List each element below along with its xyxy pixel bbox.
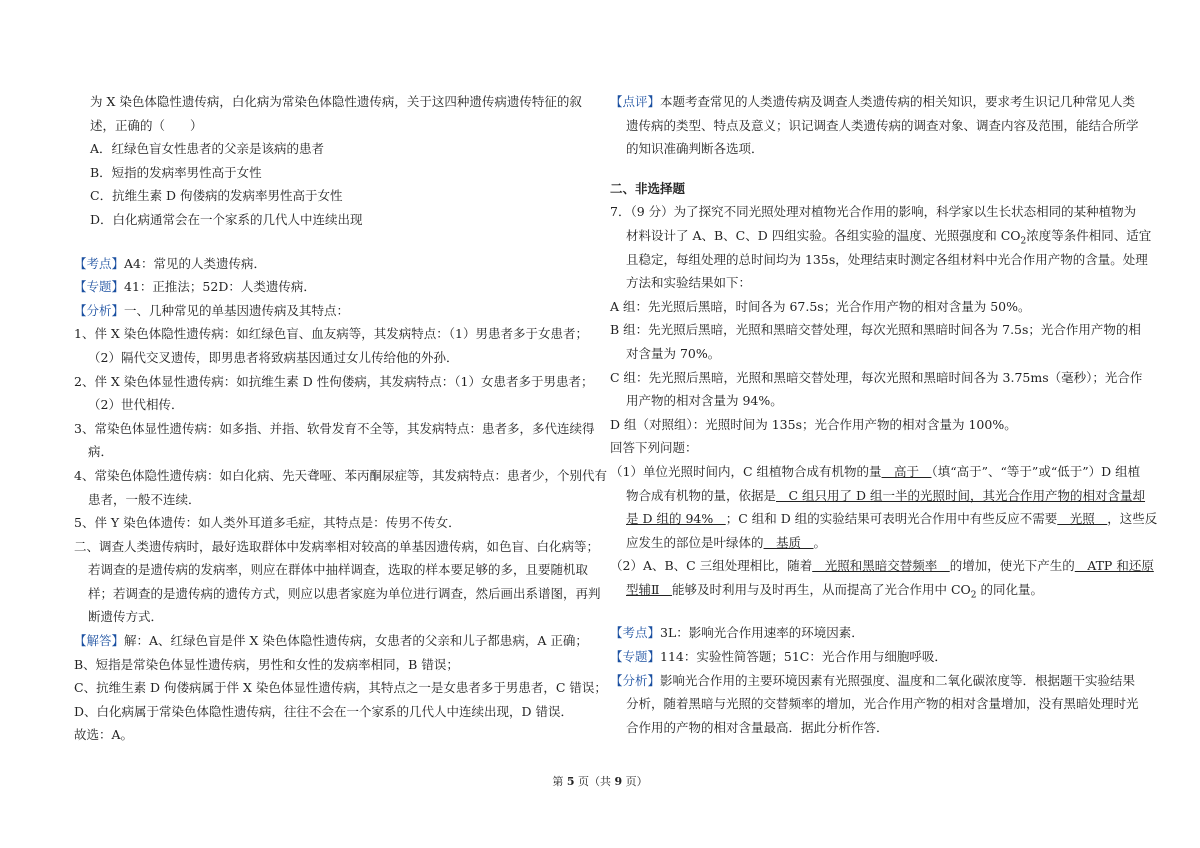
group-b-cont: 对含量为 70%。	[626, 345, 721, 361]
option-d: D．白化病通常会在一个家系的几代人中连续出现	[90, 211, 363, 227]
question-intro: 述，正确的（ ）	[90, 117, 203, 133]
dianping-tag: 【点评】	[610, 94, 661, 109]
answer-line: D、白化病属于常染色体隐性遗传病，往往不会在一个家系的几代人中连续出现，D 错误．	[74, 703, 574, 719]
group-a: A 组：先光照后黑暗，时间各为 67.5s；光合作用产物的相对含量为 50%。	[610, 298, 1031, 314]
analysis-line: （2）隔代交叉遗传，即男患者将致病基因通过女儿传给他的外孙．	[88, 349, 459, 365]
section-title: 二、非选择题	[610, 180, 686, 196]
question-7-line: 且稳定，每组处理的总时间均为 135s，处理结束时测定各组材料中光合作用产物的含量。处理	[626, 251, 1148, 267]
jieda-line	[74, 629, 588, 653]
fenxi-line	[610, 669, 1136, 693]
analysis-line: 样；若调查的是遗传病的遗传方式，则应以患者家庭为单位进行调查，然后画出系谱图，再判	[88, 585, 601, 601]
part-1-line: 应发生的部位是叶绿体的 基质 。	[626, 534, 827, 550]
kaodian-tag: 【考点】	[610, 625, 661, 641]
left-column	[74, 90, 607, 747]
blank-answer: 基质	[763, 534, 814, 550]
analysis-line: 5、伴 Y 染色体遗传：如人类外耳道多毛症，其特点是：传男不传女．	[74, 515, 461, 531]
blank-answer: 是 D 组的 94%	[626, 511, 726, 527]
group-c: C 组：先光照后黑暗，光照和黑暗交替处理，每次光照和黑暗时间各为 3.75ms（毫秒）；光合作	[610, 369, 1143, 385]
fenxi-text: 一、几种常见的单基因遗传病及其特点：	[124, 302, 350, 318]
fenxi-text: 影响光合作用的主要环境因素有光照强度、温度和二氧化碳浓度等．根据题干实验结果	[660, 672, 1136, 688]
dianping-line	[610, 90, 1136, 114]
page-footer: 第 5 页（共 9 页）	[552, 775, 648, 788]
blank-answer: ATP 和还原	[1074, 558, 1154, 574]
option-a: A．红绿色盲女性患者的父亲是该病的患者	[90, 141, 325, 157]
dianping-text: 本题考查常见的人类遗传病及调查人类遗传病的相关知识，要求考生识记几种常见人类	[660, 94, 1136, 109]
kaodian-text: 3L：影响光合作用速率的环境因素．	[660, 625, 864, 641]
analysis-line: 断遗传方式．	[88, 609, 164, 625]
option-b: B．短指的发病率男性高于女性	[90, 164, 262, 180]
group-b: B 组：先光照后黑暗，光照和黑暗交替处理，每次光照和黑暗时间各为 7.5s；光合作用产物的相	[610, 322, 1141, 338]
fenxi-tag: 【分析】	[610, 672, 661, 688]
fenxi-tag: 【分析】	[74, 302, 125, 318]
analysis-line: 4、常染色体隐性遗传病：如白化病、先天聋哑、苯丙酮尿症等，其发病特点：患者少，个别代有	[74, 467, 607, 483]
part-1-line: 物合成有机物的量，依据是 C 组只用了 D 组一半的光照时间，其光合作用产物的相对含量却	[626, 487, 1146, 503]
dianping-line: 的知识准确判断各选项．	[626, 141, 764, 157]
analysis-line: 若调查的是遗传病的发病率，则应在群体中抽样调查，选取的样本要足够的多，且要随机取	[88, 562, 589, 578]
page-total: 9	[614, 775, 623, 788]
part-1-line: 是 D 组的 94% ；C 组和 D 组的实验结果可表明光合作用中有些反应不需要 光照 ，这些反	[626, 511, 1158, 527]
zhuanti-line	[74, 275, 574, 299]
kaodian-tag: 【考点】	[74, 255, 125, 271]
part-2-line: 型辅Ⅱ 能够及时利用与及时再生，从而提高了光合作用中 $CO_2$ 的同化量。	[626, 581, 1044, 601]
answer-prompt: 回答下列问题：	[610, 440, 698, 456]
analysis-line: 1、伴 X 染色体隐性遗传病：如红绿色盲、血友病等，其发病特点：（1）男患者多于女患者；	[74, 326, 589, 342]
analysis-line: 病．	[88, 444, 114, 460]
analysis-line: 二、调查人类遗传病时，最好选取群体中发病率相对较高的单基因遗传病，如色盲、白化病等；	[74, 538, 600, 554]
group-d: D 组（对照组）：光照时间为 135s；光合作用产物的相对含量为 100%。	[610, 416, 1017, 432]
question-7-line: 材料设计了 A、B、C、D 四组实验。各组实验的温度、光照强度和 $CO_2$浓度等条件相同、适宜	[626, 227, 1152, 247]
analysis-line: 3、常染色体显性遗传病：如多指、并指、软骨发育不全等，其发病特点：患者多，多代连续得	[74, 420, 595, 436]
zhuanti-tag: 【专题】	[74, 279, 125, 295]
group-c-cont: 用产物的相对含量为 94%。	[626, 393, 783, 409]
blank-answer: 型辅Ⅱ	[626, 581, 672, 597]
zhuanti-line	[610, 645, 1132, 669]
part-2-line: （2）A、B、C 三组处理相比，随着 光照和黑暗交替频率 的增加，使光下产生的 ATP 和还原	[610, 558, 1154, 574]
zhuanti-tag: 【专题】	[610, 649, 661, 665]
part-1-line: （1）单位光照时间内，C 组植物合成有机物的量 高于 （填“高于”、“等于”或“低于”）D 组植	[610, 463, 1141, 479]
fenxi-line: 分析，随着黑暗与光照的交替频率的增加，光合作用产物的相对含量增加，没有黑暗处理时光	[626, 696, 1139, 712]
page-number: 5	[566, 775, 575, 788]
question-intro: 为 X 染色体隐性遗传病，白化病为常染色体隐性遗传病，关于这四种遗传病遗传特征的叙	[90, 94, 582, 109]
question-7-line: 方法和实验结果如下：	[626, 275, 752, 291]
answer-line: C、抗维生素 D 佝偻病属于伴 X 染色体显性遗传病，其特点之一是女患者多于男患者，C 错误；	[74, 680, 607, 696]
kaodian-text: A4：常见的人类遗传病．	[124, 255, 266, 271]
analysis-line: 2、伴 X 染色体显性遗传病：如抗维生素 D 性佝偻病，其发病特点：（1）女患者多于男患者；	[74, 373, 594, 389]
question-7-line: 7．（9 分）为了探究不同光照处理对植物光合作用的影响，科学家以生长状态相同的某种植物为	[610, 204, 1137, 220]
right-column	[610, 90, 1158, 739]
analysis-line: 患者，一般不连续．	[88, 491, 201, 507]
answer-line: 故选：A。	[74, 727, 134, 743]
analysis-line: （2）世代相传．	[88, 397, 184, 413]
fenxi-line: 合作用的产物的相对含量最高．据此分析作答．	[626, 719, 889, 735]
blank-answer: 高于	[881, 463, 932, 479]
fenxi-line	[74, 299, 574, 323]
kaodian-line	[74, 252, 574, 276]
kaodian-line	[610, 621, 1132, 645]
answer-line: B、短指是常染色体显性遗传病，男性和女性的发病率相同，B 错误；	[74, 656, 459, 672]
dianping-line: 遗传病的类型、特点及意义；识记调查人类遗传病的调查对象、调查内容及范围，能结合所学	[626, 117, 1139, 133]
option-c: C．抗维生素 D 佝偻病的发病率男性高于女性	[90, 188, 343, 204]
blank-answer: 光照和黑暗交替频率	[812, 558, 950, 574]
zhuanti-text: 41：正推法；52D：人类遗传病．	[124, 279, 316, 295]
zhuanti-text: 114：实验性简答题；51C：光合作用与细胞呼吸．	[660, 649, 947, 665]
blank-answer: 光照	[1057, 511, 1108, 527]
blank-answer: C 组只用了 D 组一半的光照时间，其光合作用产物的相对含量却	[776, 487, 1146, 503]
jieda-tag: 【解答】	[74, 633, 125, 649]
jieda-text: 解：A、红绿色盲是伴 X 染色体隐性遗传病，女患者的父亲和儿子都患病，A 正确；	[124, 633, 588, 649]
